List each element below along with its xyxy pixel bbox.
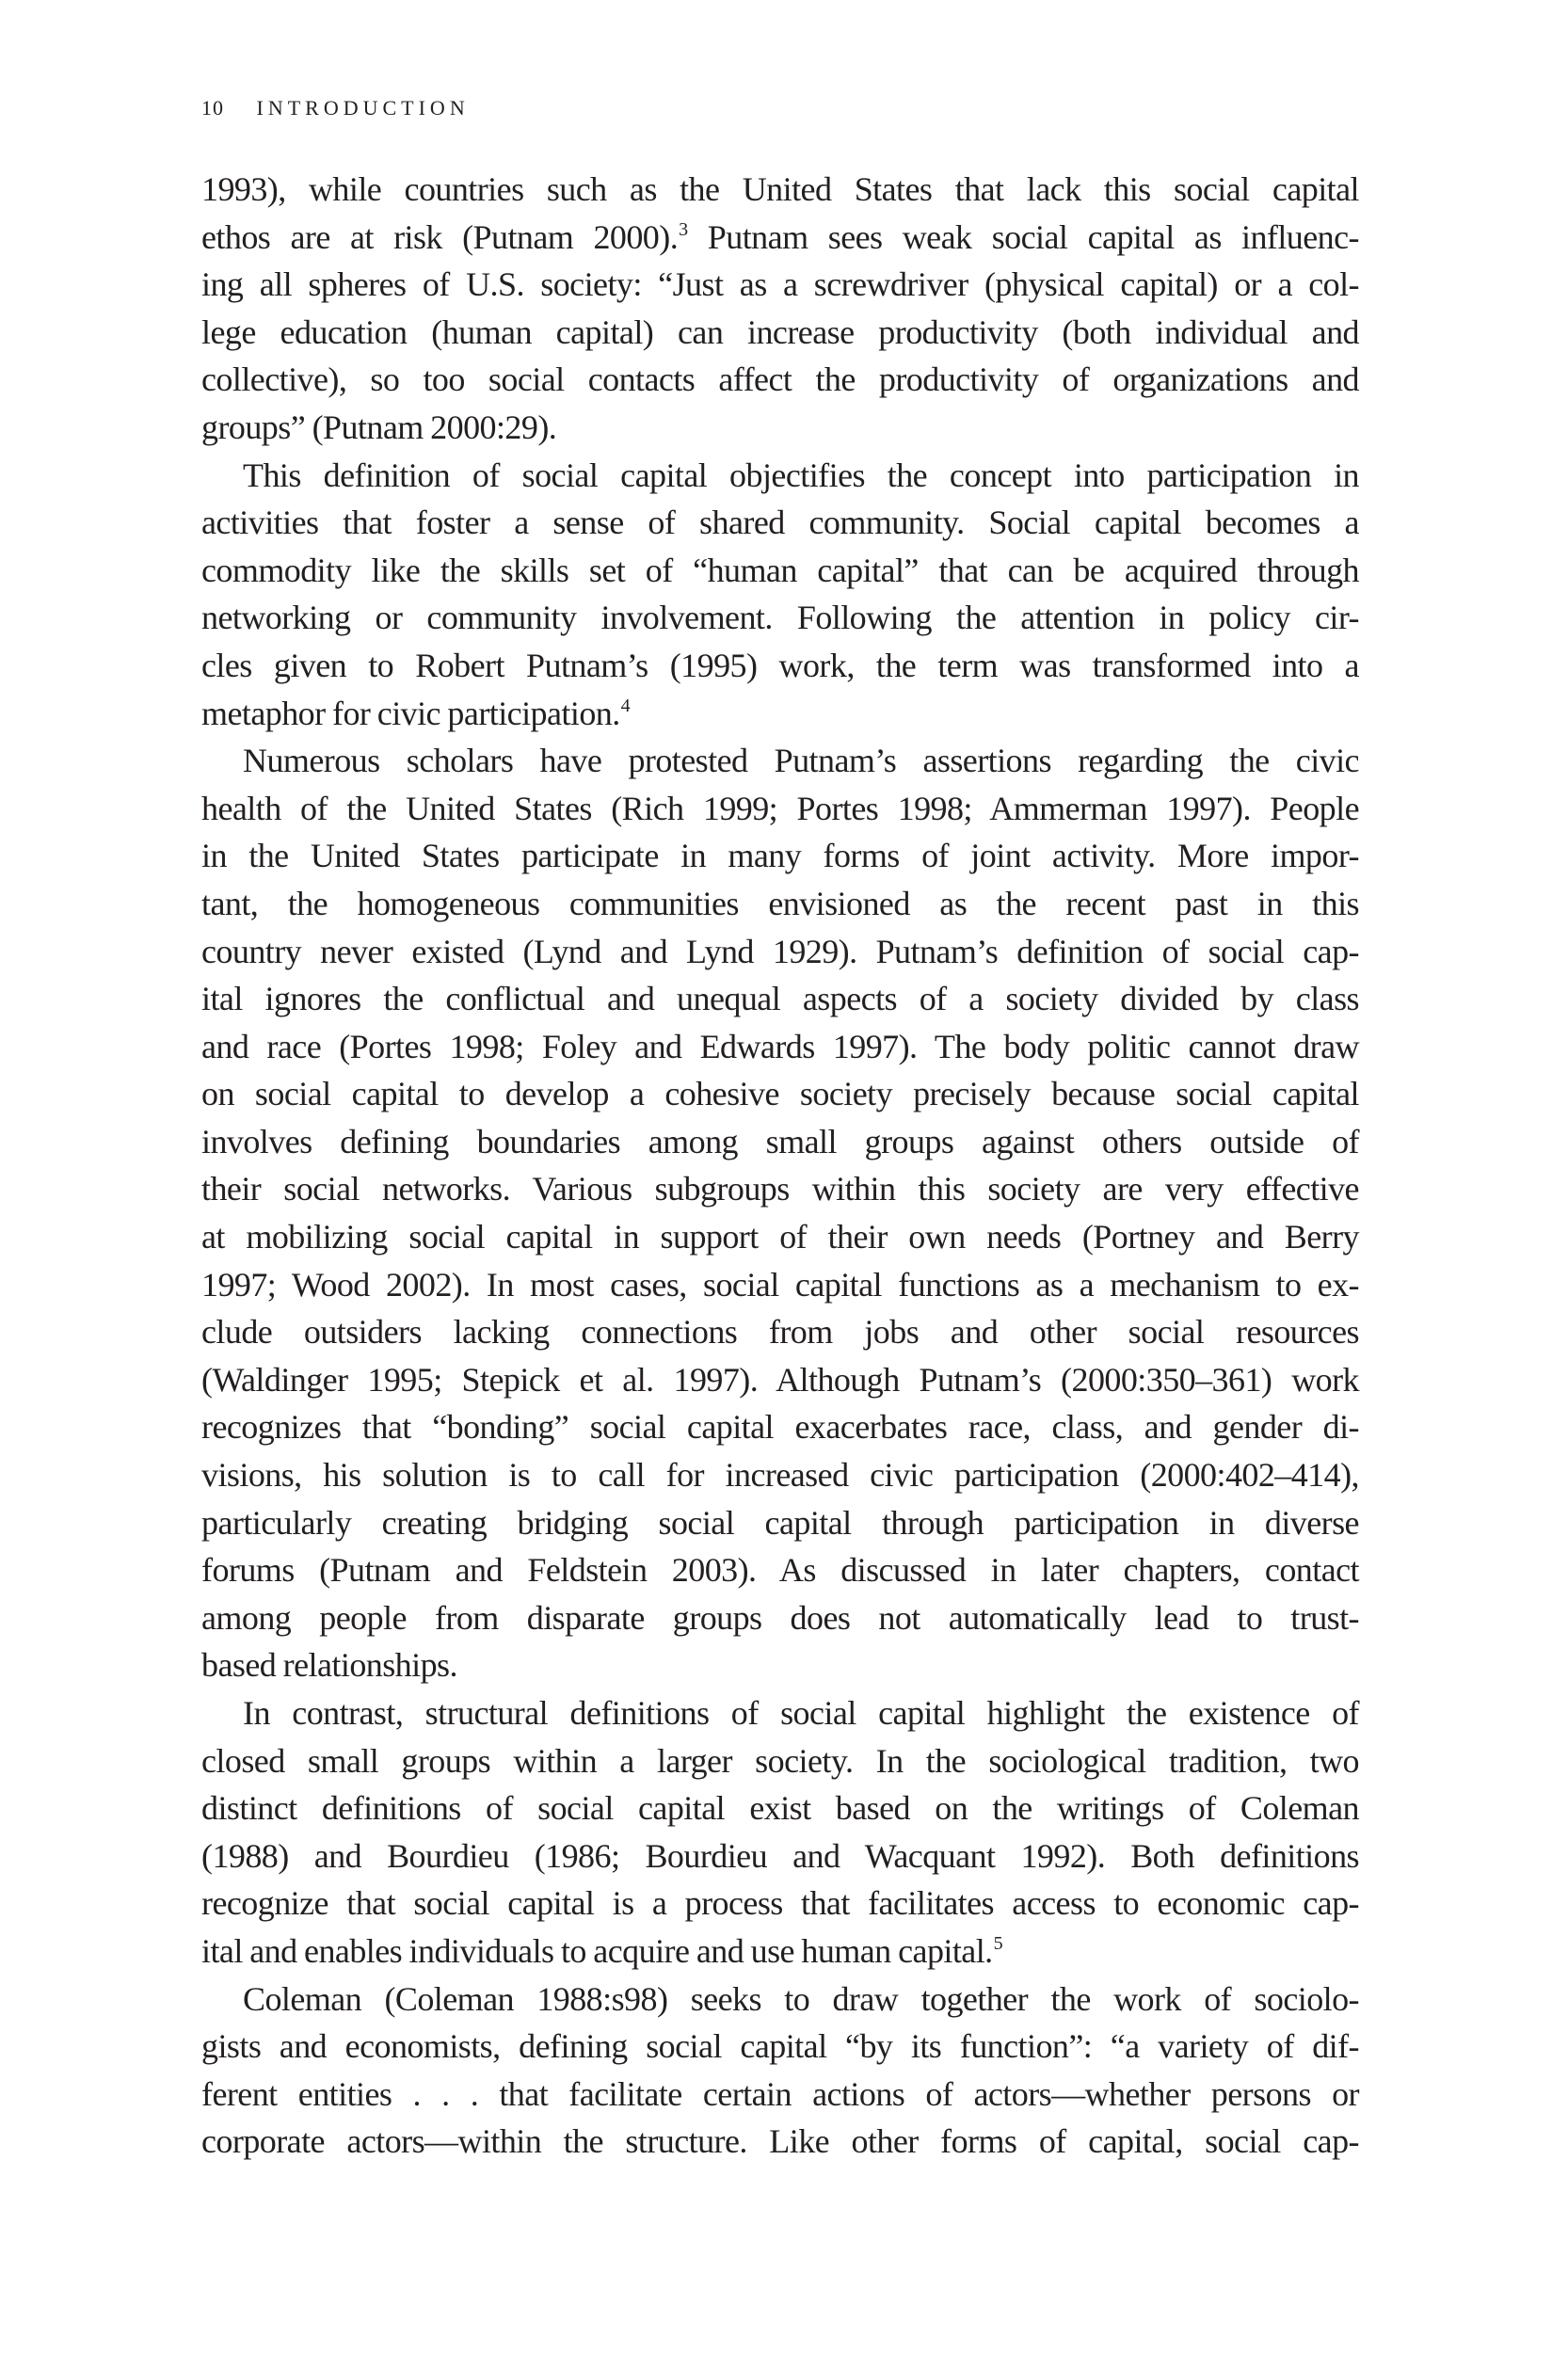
text-line: ethos are at risk (Putnam 2000).$^3$ Putnam sees weak social capital as influenc- <box>201 217 1359 256</box>
text-line: In contrast, structural definitions of social capital highlight the existence of <box>243 1694 1359 1732</box>
body-text <box>201 166 1359 2166</box>
text-line: (Waldinger 1995; Stepick et al. 1997). Although Putnam’s (2000:350–361) work <box>201 1360 1359 1399</box>
paragraph-5 <box>201 1976 1359 2166</box>
text-line: networking or community involvement. Following the attention in policy cir- <box>201 599 1359 637</box>
text-line: involves defining boundaries among small groups against others outside of <box>201 1122 1359 1160</box>
text-line: ital and enables individuals to acquire and use human capital.$^5$ <box>201 1931 1003 1970</box>
text-line: clude outsiders lacking connections from jobs and other social resources <box>201 1313 1359 1352</box>
page-number: 10 <box>201 96 224 120</box>
text-line: particularly creating bridging social capital through participation in diverse <box>201 1503 1359 1542</box>
text-line: collective), so too social contacts affect the productivity of organizations and <box>201 360 1359 399</box>
text-line: on social capital to develop a cohesive society precisely because social capital <box>201 1075 1359 1113</box>
text-line: based relationships. <box>201 1646 457 1685</box>
paragraph-1 <box>201 166 1359 452</box>
text-line: country never existed (Lynd and Lynd 1929). Putnam’s definition of social cap- <box>201 932 1359 970</box>
text-line: Coleman (Coleman 1988:s98) seeks to draw together the work of sociolo- <box>243 1979 1359 2018</box>
text-line: recognizes that “bonding” social capital exacerbates race, class, and gender di- <box>201 1408 1359 1447</box>
text-line: This definition of social capital objectifies the concept into participation in <box>243 456 1359 494</box>
text-line: gists and economists, defining social capital “by its function”: “a variety of dif- <box>201 2027 1359 2066</box>
text-line: ital ignores the conflictual and unequal aspects of a society divided by class <box>201 980 1359 1018</box>
text-line: metaphor for civic participation.$^4$ <box>201 694 631 732</box>
text-line: and race (Portes 1998; Foley and Edwards 1997). The body politic cannot draw <box>201 1027 1359 1065</box>
footnote-marker-3[interactable]: 3 <box>679 218 688 240</box>
text-line: cles given to Robert Putnam’s (1995) work, the term was transformed into a <box>201 646 1359 684</box>
paragraph-4 <box>201 1689 1359 1976</box>
paragraph-3 <box>201 737 1359 1689</box>
text-line: at mobilizing social capital in support of their own needs (Portney and Berry <box>201 1218 1359 1256</box>
text-line: tant, the homogeneous communities envisioned as the recent past in this <box>201 884 1359 922</box>
text-line: closed small groups within a larger society. In the sociological tradition, two <box>201 1741 1359 1780</box>
text-line: recognize that social capital is a process that facilitates access to economic cap- <box>201 1884 1359 1923</box>
text-line: groups” (Putnam 2000:29). <box>201 408 557 446</box>
text-line: Numerous scholars have protested Putnam’s assertions regarding the civic <box>243 742 1359 780</box>
text-line: distinct definitions of social capital exist based on the writings of Coleman <box>201 1789 1359 1828</box>
text-line: health of the United States (Rich 1999; Portes 1998; Ammerman 1997). People <box>201 789 1359 827</box>
footnote-marker-4[interactable]: 4 <box>620 695 631 716</box>
text-line: lege education (human capital) can increase productivity (both individual and <box>201 312 1359 351</box>
text-line: 1993), while countries such as the United States that lack this social capital <box>201 170 1359 208</box>
footnote-marker-5[interactable]: 5 <box>993 1932 1003 1954</box>
text-line: 1997; Wood 2002). In most cases, social capital functions as a mechanism to ex- <box>201 1265 1359 1304</box>
text-line: forums (Putnam and Feldstein 2003). As discussed in later chapters, contact <box>201 1551 1359 1590</box>
text-line: (1988) and Bourdieu (1986; Bourdieu and Wacquant 1992). Both definitions <box>201 1836 1359 1875</box>
text-line: in the United States participate in many forms of joint activity. More impor- <box>201 837 1359 875</box>
text-line: ferent entities . . . that facilitate certain actions of actors—whether persons or <box>201 2074 1359 2113</box>
text-line: among people from disparate groups does not automatically lead to trust- <box>201 1598 1359 1637</box>
text-line: corporate actors—within the structure. Like other forms of capital, social cap- <box>201 2122 1359 2161</box>
section-title: INTRODUCTION <box>256 96 470 120</box>
text-line: visions, his solution is to call for increased civic participation (2000:402–414), <box>201 1456 1359 1495</box>
text-line: ing all spheres of U.S. society: “Just as a screwdriver (physical capital) or a col- <box>201 265 1359 304</box>
text-line: commodity like the skills set of “human capital” that can be acquired through <box>201 551 1359 589</box>
paragraph-2 <box>201 452 1359 738</box>
text-line: activities that foster a sense of shared community. Social capital becomes a <box>201 504 1359 542</box>
running-head <box>201 95 470 121</box>
text-line: their social networks. Various subgroups within this society are very effective <box>201 1170 1359 1208</box>
